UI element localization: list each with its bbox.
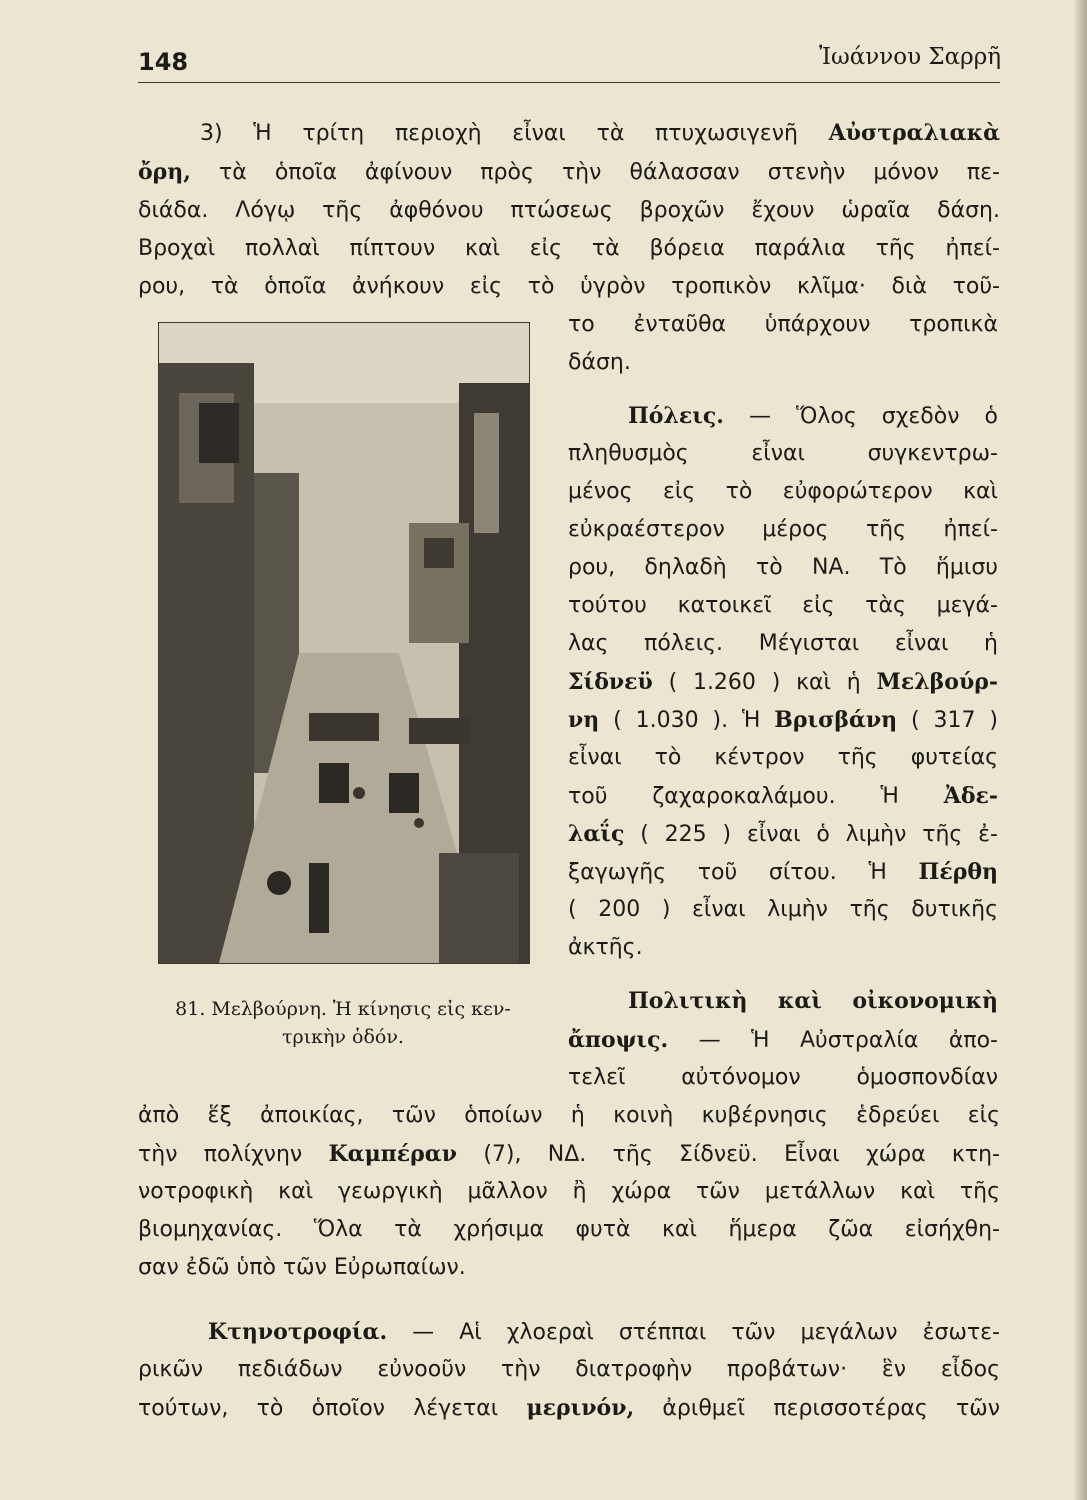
text-line: μένος εἰς τὸ εὐφορώτερον καὶ [568,479,998,504]
text-line: ( 200 ) εἶναι λιμὴν τῆς δυτικῆς [568,897,998,922]
text-line: ἄποψις. — Ἡ Αὐστραλία ἀπο- [568,1027,998,1053]
text-line: Βροχαὶ πολλαὶ πίπτουν καὶ εἰς τὰ βόρεια παράλια τῆς ἠπεί- [138,236,1000,261]
figure-caption [158,995,528,1051]
text-line: ἀπὸ ἕξ ἀποικίας, τῶν ὁποίων ἡ κοινὴ κυβέρνησις ἑδρεύει εἰς [138,1103,1000,1128]
text-line: τὴν πολίχνην Καμπέραν (7), ΝΔ. τῆς Σίδνεϋ. Εἶναι χώρα κτη- [138,1141,1000,1167]
text-line: το ἐνταῦθα ὑπάρχουν τροπικὰ [568,312,998,337]
caption-line: 81. Μελβούρνη. Ἡ κίνησις εἰς κεν- [175,998,511,1020]
text-line: σαν ἐδῶ ὑπὸ τῶν Εὐρωπαίων. [138,1255,466,1280]
text-line: τούτου κατοικεῖ εἰς τὰς μεγά- [568,593,998,618]
text-line: βιομηχανίας. Ὅλα τὰ χρήσιμα φυτὰ καὶ ἥμερα ζῶα εἰσήχθη- [138,1217,1000,1242]
text-line: ἀκτῆς. [568,935,643,960]
header-rule [138,82,1000,83]
text-line: Κτηνοτροφία. — Αἱ χλοεραὶ στέππαι τῶν μεγάλων ἐσωτε- [208,1319,1000,1345]
text-line: τοῦ ζαχαροκαλάμου. Ἡ Ἀδε- [568,783,998,809]
street-photo [158,322,530,964]
text-line: ρου, τὰ ὁποῖα ἀνήκουν εἰς τὸ ὑγρὸν τροπικὸν κλῖμα· διὰ τοῦ- [138,274,1000,299]
text-line: Σίδνεϋ ( 1.260 ) καὶ ἡ Μελβούρ- [568,669,998,695]
page-edge-shadow [1073,0,1087,1500]
text-line: τελεῖ αὐτόνομον ὁμοσπονδίαν [568,1065,998,1090]
text-line: ρου, δηλαδὴ τὸ ΝΑ. Τὸ ἥμισυ [568,555,998,580]
text-line: εἶναι τὸ κέντρον τῆς φυτείας [568,745,998,770]
running-header-author: Ἰωάννου Σαρρῆ [819,44,1001,70]
text-line: ξαγωγῆς τοῦ σίτου. Ἡ Πέρθη [568,859,998,885]
text-line: ρικῶν πεδιάδων εὐνοοῦν τὴν διατροφὴν προβάτων· ἓν εἶδος [138,1357,1000,1382]
text-line: λαΐς ( 225 ) εἶναι ὁ λιμὴν τῆς ἐ- [568,821,998,847]
page-number: 148 [138,48,189,76]
text-line: Πολιτικὴ καὶ οἰκονομικὴ [628,988,998,1014]
text-line: πληθυσμὸς εἶναι συγκεντρω- [568,441,998,466]
text-line: Πόλεις. — Ὅλος σχεδὸν ὁ [628,403,998,429]
text-line: ὄρη, τὰ ὁποῖα ἀφίνουν πρὸς τὴν θάλασσαν στενὴν μόνον πε- [138,159,1000,185]
text-line: δάση. [568,350,631,375]
caption-line: τρικὴν ὁδόν. [282,1026,404,1048]
text-line: εὐκραέστερον μέρος τῆς ἠπεί- [568,517,998,542]
text-line: 3) Ἡ τρίτη περιοχὴ εἶναι τὰ πτυχωσιγενῆ Αὐστραλιακὰ [200,120,1000,146]
photo-drawing [159,323,529,963]
text-line: λας πόλεις. Μέγισται εἶναι ἡ [568,631,998,656]
text-line: διάδα. Λόγῳ τῆς ἀφθόνου πτώσεως βροχῶν ἔχουν ὡραῖα δάση. [138,198,1000,223]
text-line: νοτροφικὴ καὶ γεωργικὴ μᾶλλον ἢ χώρα τῶν μετάλλων καὶ τῆς [138,1179,1000,1204]
text-line: νη ( 1.030 ). Ἡ Βρισβάνη ( 317 ) [568,707,998,733]
text-line: τούτων, τὸ ὁποῖον λέγεται μερινόν, ἀριθμεῖ περισσοτέρας τῶν [138,1395,1000,1421]
